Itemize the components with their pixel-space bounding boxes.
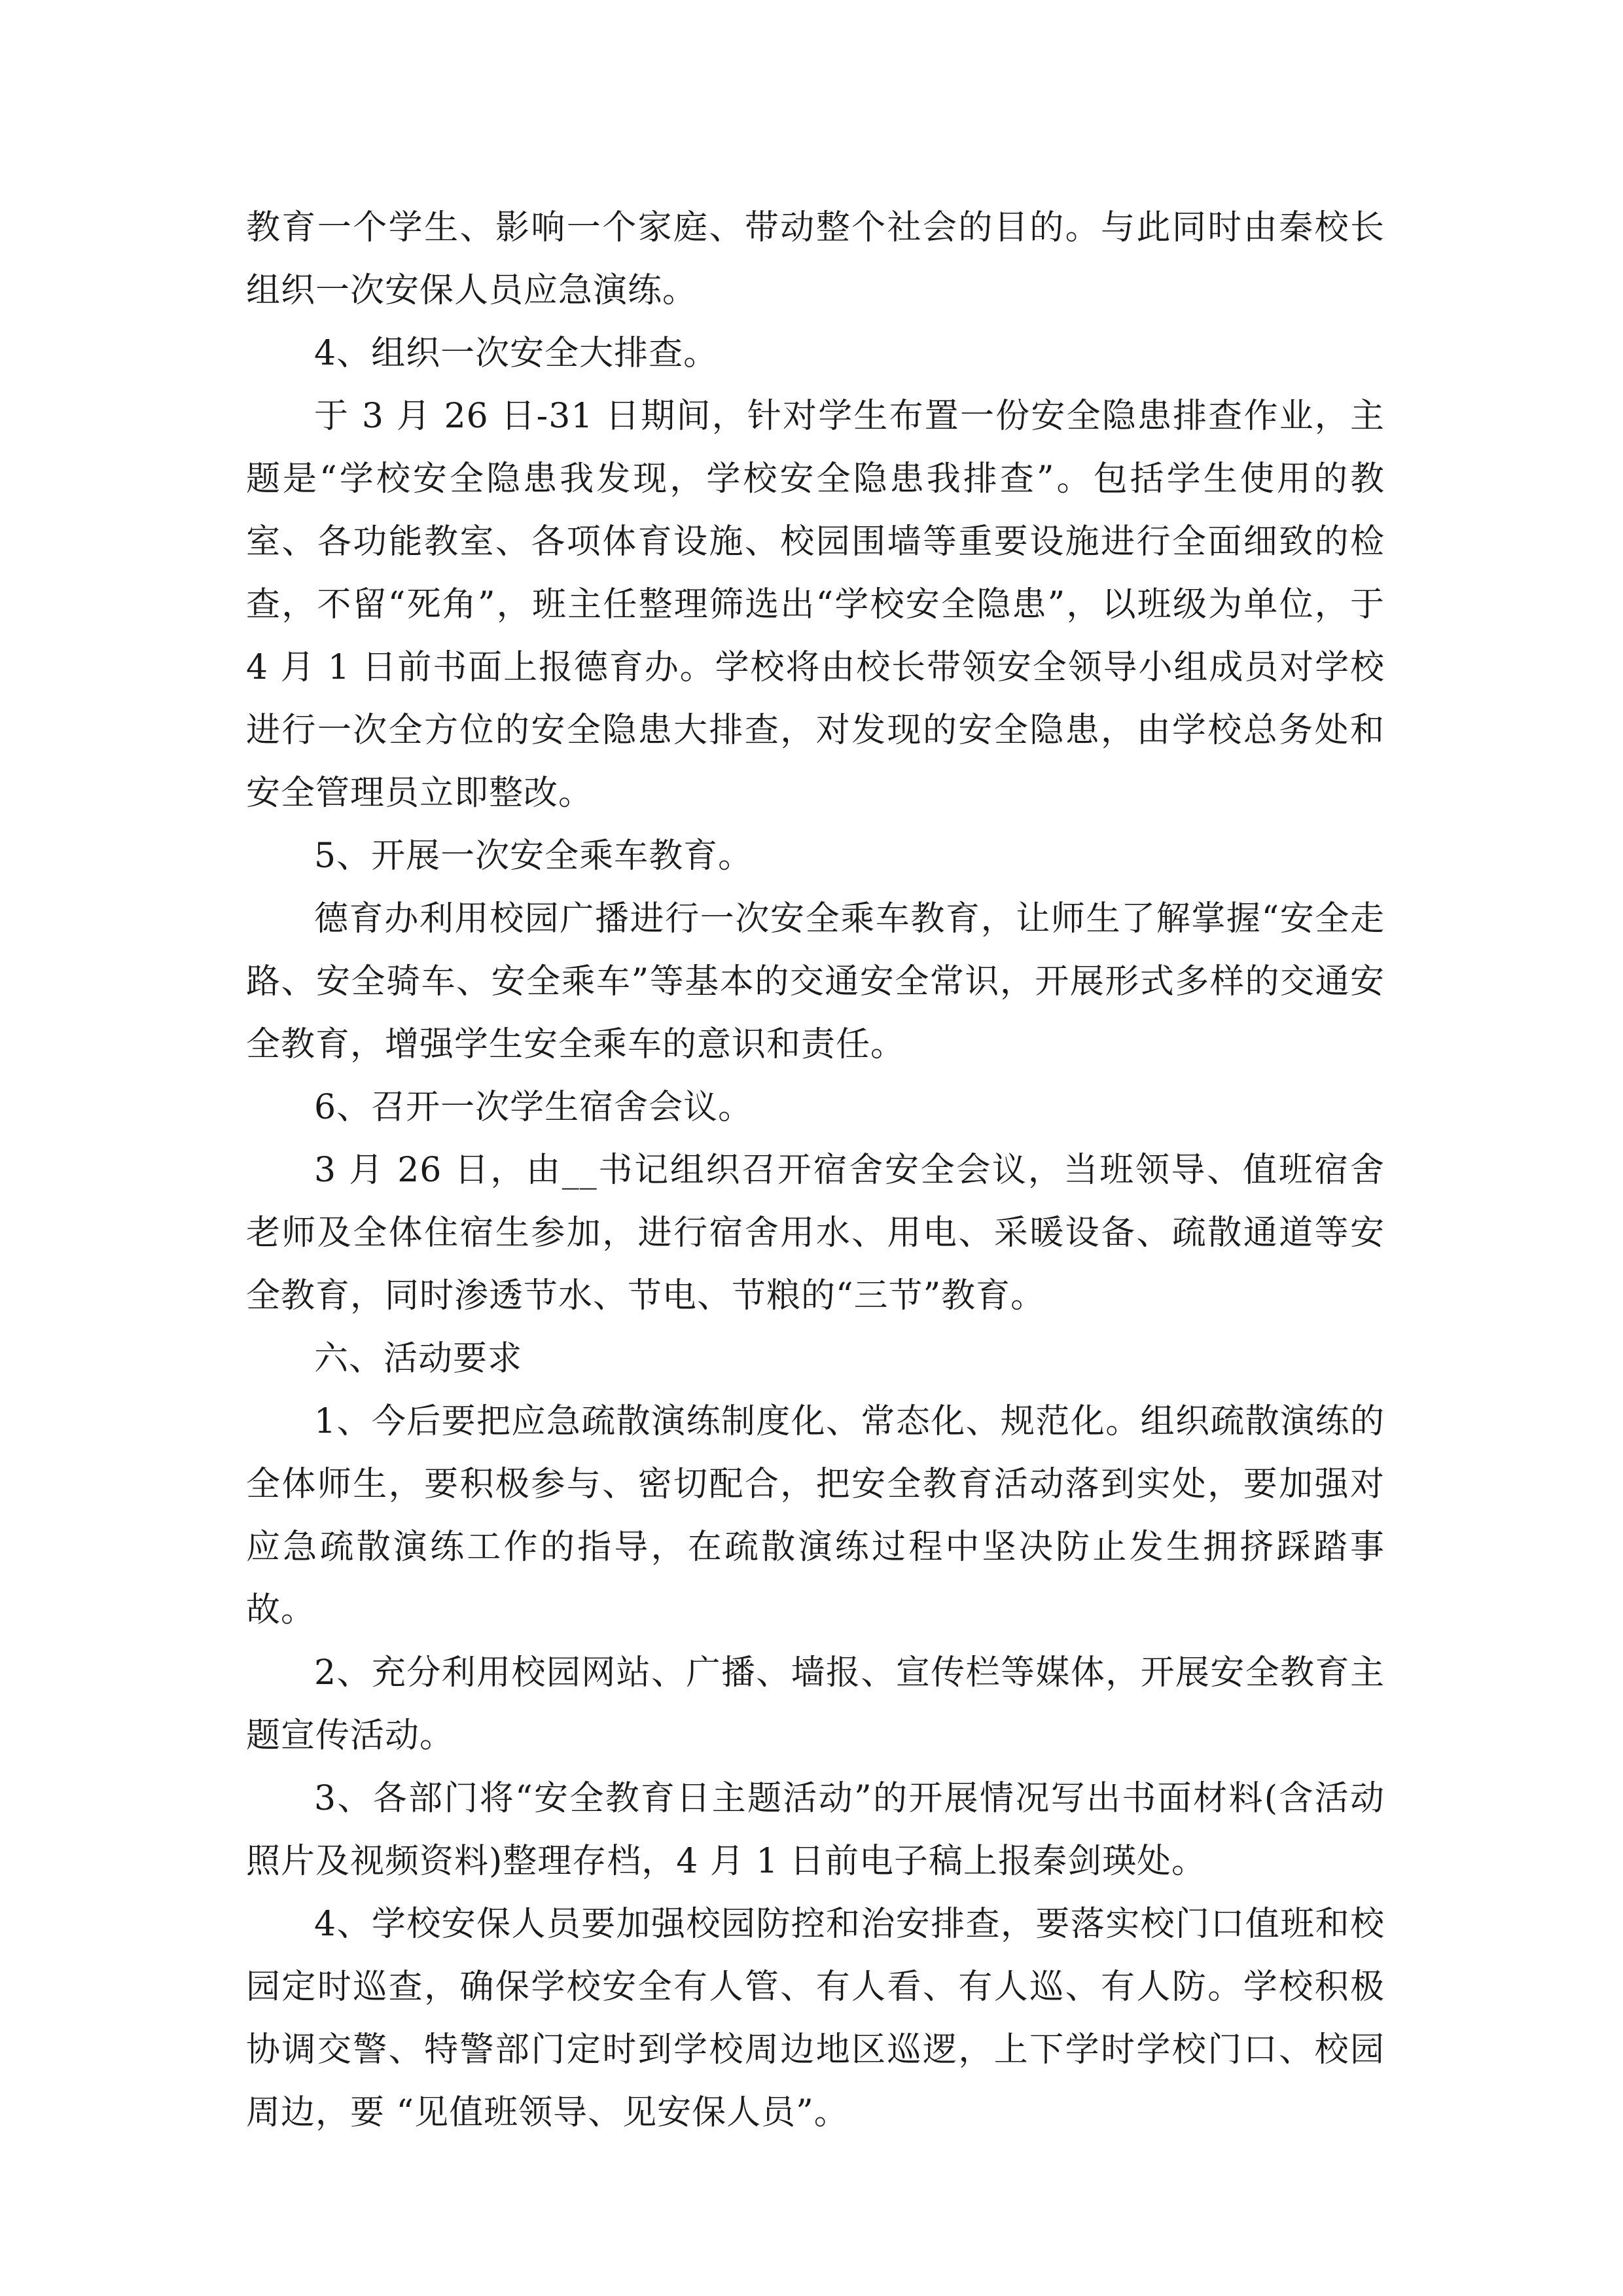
paragraph-intro-continuation: 教育一个学生、影响一个家庭、带动整个社会的目的。与此同时由秦校长组织一次安保人员应急演练。 xyxy=(246,208,1385,310)
paragraph-requirement-2: 2、充分利用校园网站、广播、墙报、宣传栏等媒体，开展安全教育主题宣传活动。 xyxy=(246,1653,1385,1755)
document-body xyxy=(246,196,1385,2144)
heading-item-4-inspection: 4、组织一次安全大排查。 xyxy=(314,334,719,373)
paragraph-inspection: 于 3 月 26 日-31 日期间，针对学生布置一份安全隐患排查作业，主题是“学校安全隐患我发现，学校安全隐患我排查”。包括学生使用的教室、各功能教室、各项体育设施、校园围墙等重要设施进行全面细致的检查，不留“死角”，班主任整理筛选出“学校安全隐患”，以班级为单位，于 4 月 1 日前书面上报德育办。学校将由校长带领安全领导小组成员对学校进行一次全方位的安全隐患大排查，对发现的安全隐患，由学校总务处和安全管理员立即整改。 xyxy=(246,397,1385,813)
paragraph-requirement-4: 4、学校安保人员要加强校园防控和治安排查，要落实校门口值班和校园定时巡查，确保学校安全有人管、有人看、有人巡、有人防。学校积极协调交警、特警部门定时到学校周边地区巡逻，上下学时学校门口、校园周边，要 “见值班领导、见安保人员”。 xyxy=(246,1905,1385,2132)
heading-item-5-riding: 5、开展一次安全乘车教育。 xyxy=(314,836,753,876)
paragraph-requirement-3: 3、各部门将“安全教育日主题活动”的开展情况写出书面材料(含活动照片及视频资料)整理存档，4 月 1 日前电子稿上报秦剑瑛处。 xyxy=(246,1779,1385,1881)
paragraph-requirement-1: 1、今后要把应急疏散演练制度化、常态化、规范化。组织疏散演练的全体师生，要积极参与、密切配合，把安全教育活动落到实处，要加强对应急疏散演练工作的指导，在疏散演练过程中坚决防止发生拥挤踩踏事故。 xyxy=(246,1402,1385,1630)
heading-item-6-dormitory: 6、召开一次学生宿舍会议。 xyxy=(314,1088,753,1127)
heading-section-6-requirements: 六、活动要求 xyxy=(314,1339,523,1378)
paragraph-dormitory: 3 月 26 日，由__书记组织召开宿舍安全会议，当班领导、值班宿舍老师及全体住宿生参加，进行宿舍用水、用电、采暖设备、疏散通道等安全教育，同时渗透节水、节电、节粮的“三节”教育。 xyxy=(246,1151,1385,1316)
paragraph-riding: 德育办利用校园广播进行一次安全乘车教育，让师生了解掌握“安全走路、安全骑车、安全乘车”等基本的交通安全常识，开展形式多样的交通安全教育，增强学生安全乘车的意识和责任。 xyxy=(246,899,1385,1064)
